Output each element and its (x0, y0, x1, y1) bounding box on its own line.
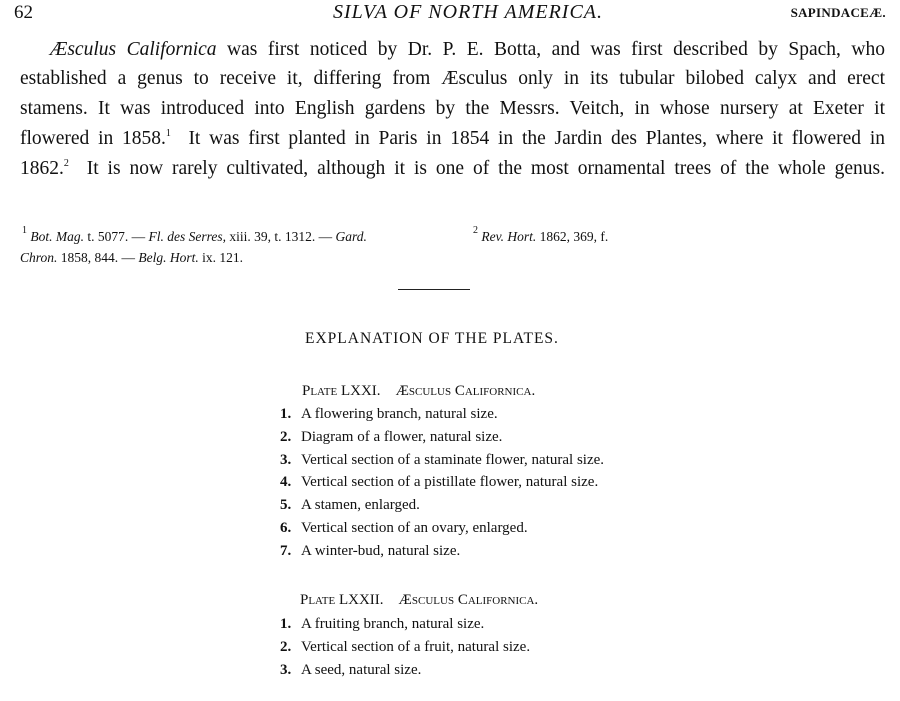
figure-description: Vertical section of a pistillate flower, natural size. (301, 474, 599, 491)
text: It is now rarely cultivated, although it is one of the most ornamental trees of the whole genus. (68, 158, 885, 179)
footnote-text: Fl. des Serres, (148, 229, 227, 244)
plate-figure-item (280, 474, 598, 491)
species-name: Æsculus Californica (50, 39, 217, 60)
text: flowered in 1858. (20, 128, 166, 149)
footnote-1-cont (20, 250, 243, 266)
figure-description: Vertical section of a fruit, natural size. (301, 638, 531, 655)
footnote-ref[interactable]: 1 (165, 128, 171, 139)
footnote-text: Rev. Hort. (481, 229, 537, 244)
figure-number: 3. (280, 451, 292, 468)
figure-description: Diagram of a flower, natural size. (301, 428, 503, 445)
footnote-text: ix. 121. (198, 250, 244, 265)
footnote-mark: 1 (22, 225, 27, 236)
figure-number: 2. (280, 638, 292, 655)
figure-number: 7. (280, 542, 292, 559)
text: was first noticed by Dr. P. E. Botta, and was first described by Spach, who (216, 39, 885, 60)
figure-description: Vertical section of an ovary, enlarged. (301, 520, 528, 536)
footnote-text: Belg. Hort. (138, 250, 199, 265)
figure-number: 3. (280, 661, 292, 678)
plate-figure-item (280, 639, 530, 656)
figure-number: 1. (280, 406, 292, 422)
paragraph-line (20, 156, 885, 182)
figure-description: A fruiting branch, natural size. (301, 616, 485, 632)
footnote-text: 1862, 369, f. (536, 229, 609, 244)
footnote-text: 1858, 844. — (57, 250, 139, 265)
figure-number: 5. (280, 497, 292, 514)
plate-heading (300, 592, 538, 609)
figure-number: 6. (280, 520, 292, 536)
paragraph-line (50, 37, 885, 63)
figure-description: A stamen, enlarged. (301, 497, 420, 514)
plate-figure-item (280, 497, 420, 514)
section-name: SAPINDACEÆ. (790, 5, 886, 20)
paragraph-line: established a genus to receive it, differing from Æsculus only in its tubular bilobed calyx and erect (20, 68, 885, 89)
explanation-heading: EXPLANATION OF THE PLATES. (305, 330, 559, 347)
footnote-text: Chron. (20, 250, 58, 265)
plate-figure-item (280, 429, 502, 446)
footnote-mark: 2 (473, 225, 478, 236)
plate-figure-item (280, 520, 528, 537)
figure-description: A seed, natural size. (301, 661, 422, 678)
plate-figure-item (280, 662, 421, 679)
footnote-text: Gard. (335, 229, 367, 244)
footnote-2 (473, 225, 609, 245)
figure-number: 4. (280, 474, 292, 491)
plate-figure-item (280, 543, 460, 560)
plate-label: Plate LXXI. (302, 383, 381, 399)
plate-figure-item (280, 406, 498, 423)
plate-species: Æsculus Californica. (383, 592, 539, 608)
figure-number: 1. (280, 616, 292, 632)
figure-description: A flowering branch, natural size. (301, 406, 498, 422)
footnote-text: Bot. Mag. (30, 229, 84, 244)
plate-figure-item (280, 616, 484, 633)
footnote-1 (22, 225, 367, 245)
footnote-text: t. 5077. — (84, 229, 149, 244)
figure-description: Vertical section of a staminate flower, natural size. (301, 451, 605, 468)
page-number: 62 (14, 2, 33, 23)
paragraph-line: stamens. It was introduced into English gardens by the Messrs. Veitch, in whose nursery at Exeter it (20, 98, 885, 119)
footnote-ref[interactable]: 2 (63, 158, 69, 169)
figure-number: 2. (280, 428, 292, 445)
text: 1862. (20, 158, 64, 179)
plate-figure-item (280, 452, 604, 469)
paragraph-line (20, 126, 885, 152)
text: It was first planted in Paris in 1854 in the Jardin des Plantes, where it flowered in (170, 128, 885, 149)
footnote-text: xiii. 39, t. 1312. — (226, 229, 336, 244)
plate-heading (302, 383, 535, 400)
plate-label: Plate LXXII. (300, 592, 384, 608)
divider-rule (398, 289, 470, 290)
figure-description: A winter-bud, natural size. (301, 542, 461, 559)
plate-species: Æsculus Californica. (380, 383, 536, 399)
running-title: SILVA OF NORTH AMERICA. (333, 1, 604, 23)
